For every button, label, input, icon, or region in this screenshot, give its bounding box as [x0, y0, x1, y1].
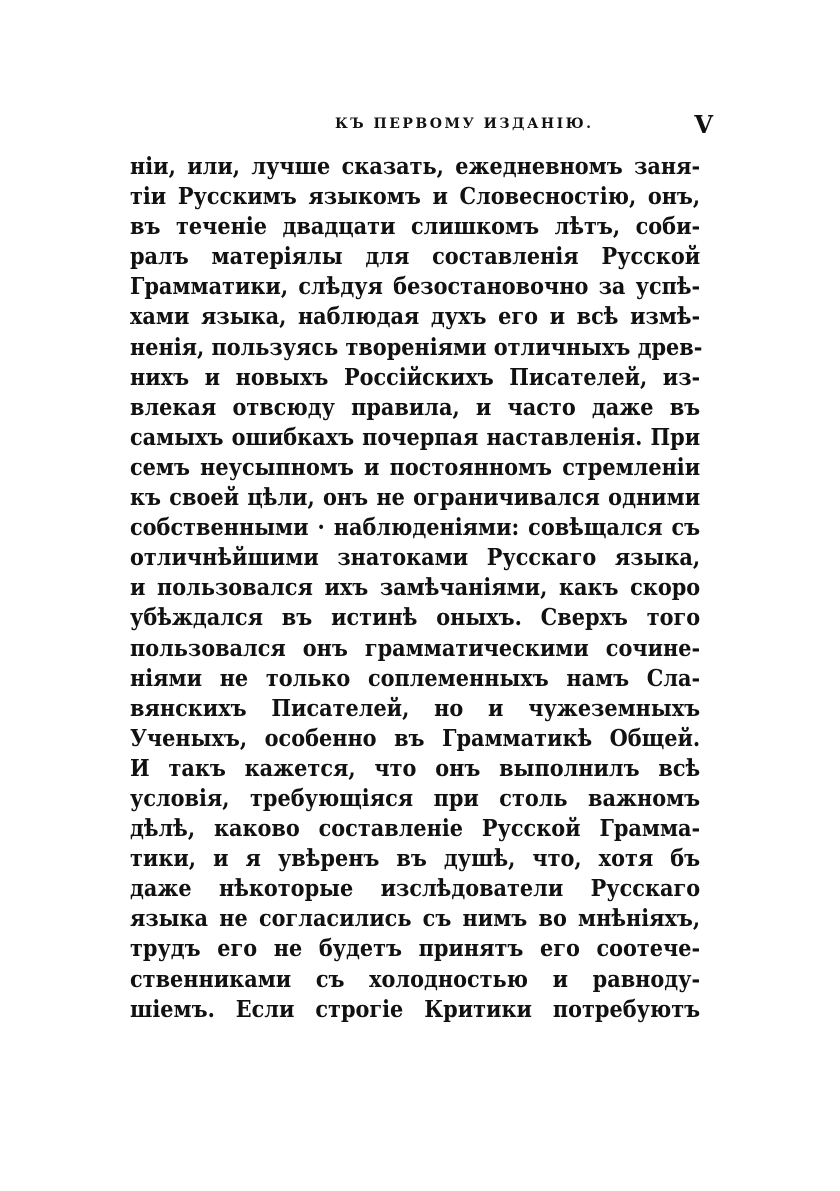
text-line: тики, и я увѣренъ въ душѣ, что, хотя бъ	[130, 845, 701, 873]
text-line: въ теченіе двадцати слишкомъ лѣтъ, соби-	[130, 213, 701, 241]
text-line: отличнѣйшими знатоками Русскаго языка,	[130, 544, 701, 572]
running-title: КЪ ПЕРВОМУ ИЗДАНІЮ.	[335, 116, 594, 132]
text-line: условія, требующіяся при столь важномъ	[130, 784, 701, 812]
text-line: ненія, пользуясь твореніями отличныхъ древ-	[130, 333, 703, 361]
text-line: дѣлѣ, каково составленіе Русской Грамма-	[130, 815, 701, 843]
body-text	[130, 152, 760, 1025]
page-number: V	[694, 110, 713, 139]
text-line: влекая отвсюду правила, и часто даже въ	[130, 393, 701, 421]
text-line: къ своей цѣли, онъ не ограничивался одними	[130, 484, 701, 512]
text-line: убѣждался въ истинѣ оныхъ. Сверхъ того	[130, 604, 701, 632]
text-line: нихъ и новыхъ Россійскихъ Писателей, из-	[130, 363, 701, 391]
text-line: даже нѣкоторые изслѣдователи Русскаго	[130, 875, 701, 903]
text-line: Ученыхъ, особенно въ Грамматикѣ Общей.	[130, 724, 701, 752]
text-line: трудъ его не будетъ принятъ его соотече-	[130, 935, 701, 963]
text-line: ственниками съ холодностью и равноду-	[130, 965, 701, 993]
text-line: языка не согласились съ нимъ во мнѣніяхъ,	[130, 905, 701, 933]
text-line: тіи Русскимъ языкомъ и Словесностію, онъ,	[130, 183, 701, 211]
text-line: ніи, или, лучше сказать, ежедневномъ заня-	[130, 153, 701, 180]
text-line: хами языка, наблюдая духъ его и всѣ измѣ-	[130, 303, 701, 331]
text-line: ніями не только соплеменныхъ намъ Сла-	[130, 664, 701, 692]
text-line: И такъ кажется, что онъ выполнилъ всѣ	[130, 754, 701, 782]
running-head	[130, 112, 715, 142]
text-line: вянскихъ Писателей, но и чужеземныхъ	[130, 694, 701, 722]
text-line: пользовался онъ грамматическими сочине-	[130, 634, 701, 662]
text-line: ралъ матеріялы для составленія Русской	[130, 243, 701, 271]
text-line: семъ неусыпномъ и постоянномъ стремленіи	[130, 453, 701, 481]
text-line: Грамматики, слѣдуя безостановочно за успѣ-	[130, 273, 701, 301]
text-line: и пользовался ихъ замѣчаніями, какъ скоро	[130, 574, 701, 602]
text-line: самыхъ ошибкахъ почерпая наставленія. При	[130, 423, 701, 451]
text-line: собственными · наблюденіями: совѣщался съ	[130, 514, 701, 542]
text-line: шіемъ. Если строгіе Критики потребуютъ	[130, 995, 701, 1023]
